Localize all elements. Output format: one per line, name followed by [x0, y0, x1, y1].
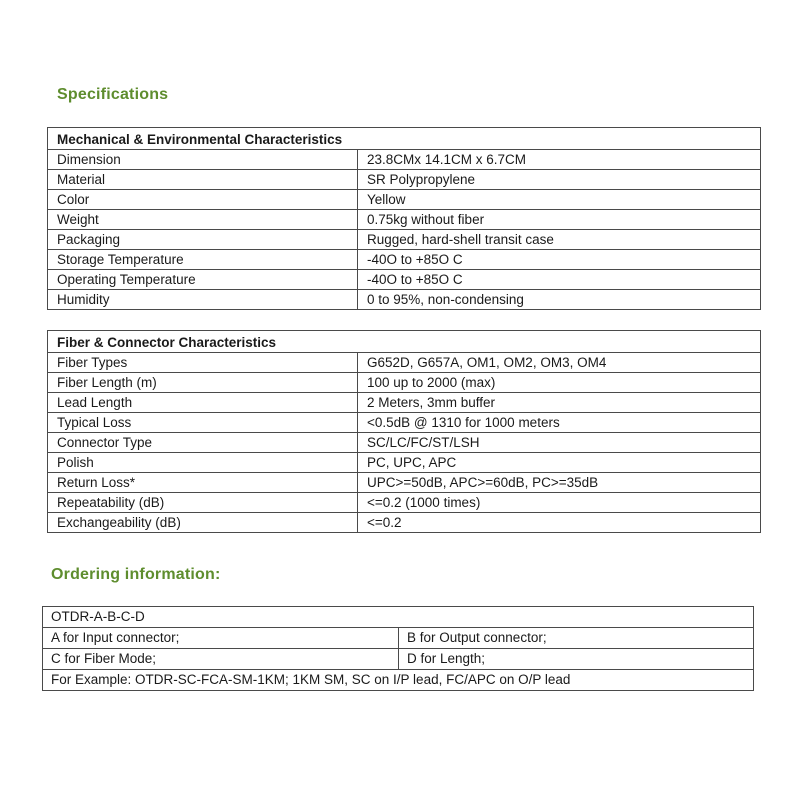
table-row: [48, 250, 761, 270]
row-value: 0.75kg without fiber: [358, 210, 761, 230]
table-row: [43, 649, 754, 670]
row-label: Packaging: [48, 230, 358, 250]
table-row: [48, 433, 761, 453]
table-row: [48, 373, 761, 393]
row-value: G652D, G657A, OM1, OM2, OM3, OM4: [358, 353, 761, 373]
row-label: Dimension: [48, 150, 358, 170]
row-label: Humidity: [48, 290, 358, 310]
row-value: 2 Meters, 3mm buffer: [358, 393, 761, 413]
row-value: SR Polypropylene: [358, 170, 761, 190]
ordering-example: For Example: OTDR-SC-FCA-SM-1KM; 1KM SM, SC on I/P lead, FC/APC on O/P lead: [43, 670, 754, 691]
row-label: Exchangeability (dB): [48, 513, 358, 533]
ordering-b: B for Output connector;: [399, 628, 754, 649]
row-label: Fiber Types: [48, 353, 358, 373]
table-row: [48, 290, 761, 310]
table-row: [43, 670, 754, 691]
row-value: PC, UPC, APC: [358, 453, 761, 473]
row-label: Connector Type: [48, 433, 358, 453]
row-value: <0.5dB @ 1310 for 1000 meters: [358, 413, 761, 433]
row-value: -40O to +85O C: [358, 270, 761, 290]
row-value: 0 to 95%, non-condensing: [358, 290, 761, 310]
row-label: Fiber Length (m): [48, 373, 358, 393]
ordering-c: C for Fiber Mode;: [43, 649, 399, 670]
row-label: Storage Temperature: [48, 250, 358, 270]
row-value: SC/LC/FC/ST/LSH: [358, 433, 761, 453]
mechanical-table: [47, 127, 761, 310]
row-label: Lead Length: [48, 393, 358, 413]
table-row: [48, 353, 761, 373]
table-row: [48, 270, 761, 290]
row-value: <=0.2: [358, 513, 761, 533]
row-label: Typical Loss: [48, 413, 358, 433]
row-value: Yellow: [358, 190, 761, 210]
row-value: 100 up to 2000 (max): [358, 373, 761, 393]
fiber-table: [47, 330, 761, 533]
table-row: [48, 190, 761, 210]
row-value: UPC>=50dB, APC>=60dB, PC>=35dB: [358, 473, 761, 493]
row-value: 23.8CMx 14.1CM x 6.7CM: [358, 150, 761, 170]
table-row: [48, 393, 761, 413]
table-row: [48, 230, 761, 250]
mechanical-title: Mechanical & Environmental Characteristics: [48, 128, 761, 150]
table-row: [48, 513, 761, 533]
fiber-title: Fiber & Connector Characteristics: [48, 331, 761, 353]
row-value: Rugged, hard-shell transit case: [358, 230, 761, 250]
row-label: Color: [48, 190, 358, 210]
row-label: Polish: [48, 453, 358, 473]
row-label: Return Loss*: [48, 473, 358, 493]
row-value: -40O to +85O C: [358, 250, 761, 270]
table-row: [48, 170, 761, 190]
row-label: Material: [48, 170, 358, 190]
table-row: [48, 493, 761, 513]
specifications-heading: Specifications: [57, 86, 169, 103]
table-row: [48, 413, 761, 433]
table-row: [43, 607, 754, 628]
row-label: Repeatability (dB): [48, 493, 358, 513]
row-value: <=0.2 (1000 times): [358, 493, 761, 513]
table-row: [48, 210, 761, 230]
table-row: [48, 453, 761, 473]
table-header-row: [48, 128, 761, 150]
ordering-d: D for Length;: [399, 649, 754, 670]
ordering-table: [42, 606, 754, 691]
table-row: [48, 473, 761, 493]
ordering-heading: Ordering information:: [51, 566, 221, 583]
ordering-a: A for Input connector;: [43, 628, 399, 649]
row-label: Weight: [48, 210, 358, 230]
row-label: Operating Temperature: [48, 270, 358, 290]
table-row: [43, 628, 754, 649]
table-row: [48, 150, 761, 170]
table-header-row: [48, 331, 761, 353]
ordering-code: OTDR-A-B-C-D: [43, 607, 754, 628]
